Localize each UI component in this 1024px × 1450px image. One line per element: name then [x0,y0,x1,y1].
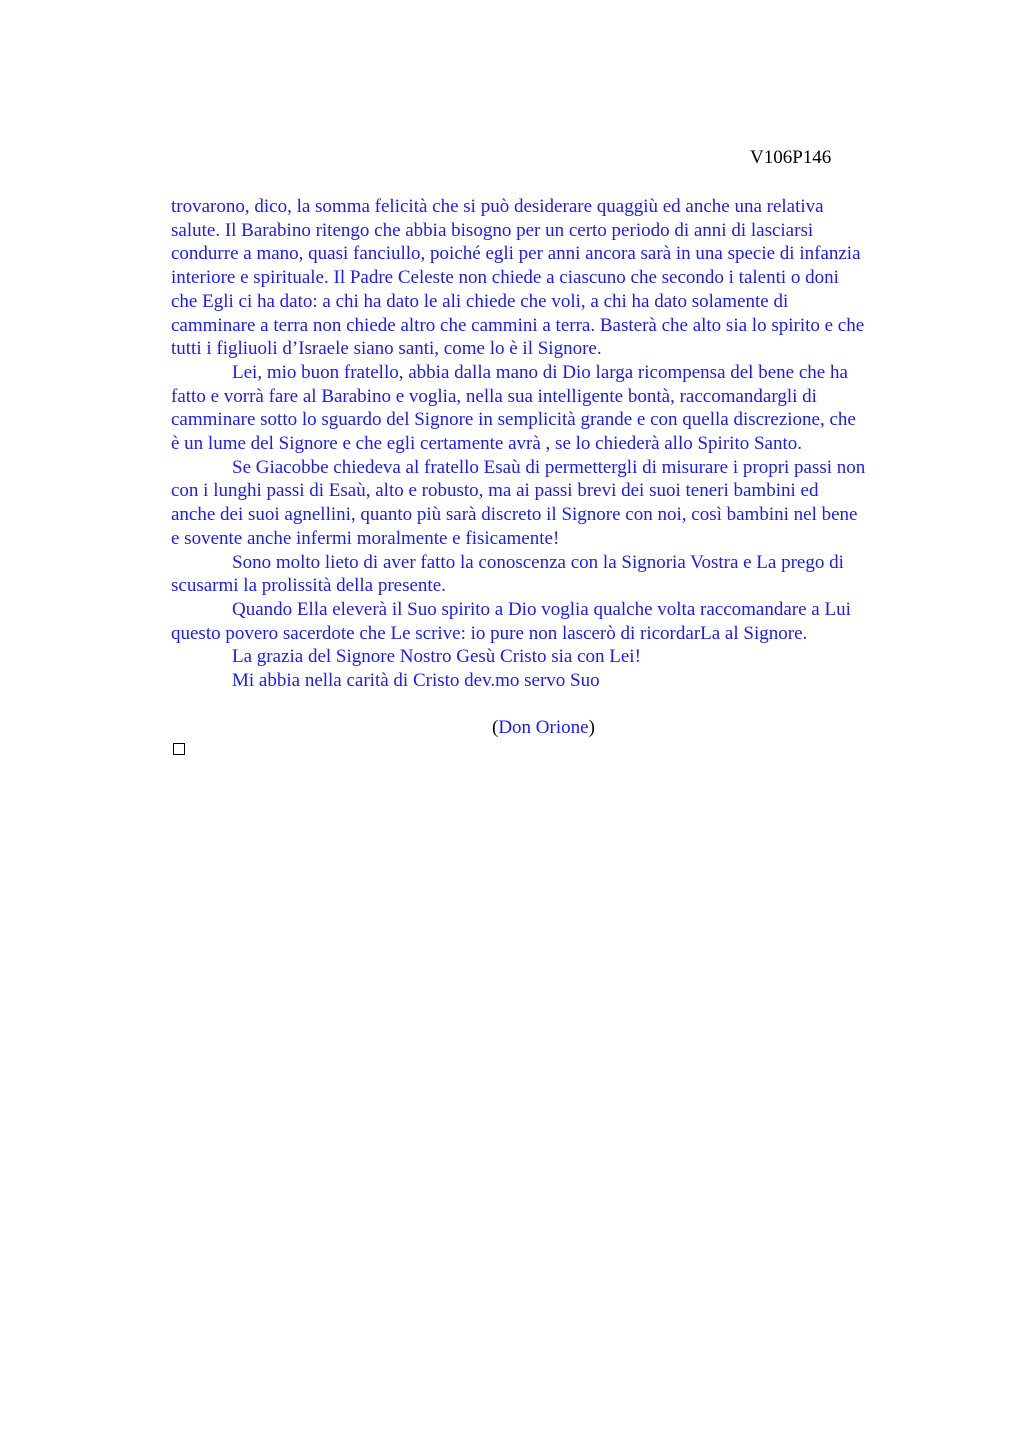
letter-body [171,195,931,693]
letter-line: condurre a mano, quasi fanciullo, poiché egli per anni ancora sarà in una specie di infanzia [171,243,861,265]
page-reference: V106P146 [750,147,832,168]
letter-line: trovarono, dico, la somma felicità che si può desiderare quaggiù ed anche una relativa [171,196,824,217]
letter-line: è un lume del Signore e che egli certamente avrà , se lo chiederà allo Spirito Santo. [171,433,802,455]
letter-line: La grazia del Signore Nostro Gesù Cristo sia con Lei! [232,646,641,668]
letter-line: Se Giacobbe chiedeva al fratello Esaù di permettergli di misurare i propri passi non [232,456,866,478]
letter-line: Quando Ella eleverà il Suo spirito a Dio voglia qualche volta raccomandare a Lui [232,598,851,620]
letter-line: salute. Il Barabino ritengo che abbia bisogno per un certo periodo di anni di lasciarsi [171,219,814,241]
letter-line: e sovente anche infermi moralmente e fisicamente! [171,527,560,549]
letter-line: Mi abbia nella carità di Cristo dev.mo servo Suo [232,670,600,692]
letter-line: interiore e spirituale. Il Padre Celeste non chiede a ciascuno che secondo i talenti o doni [171,267,839,289]
letter-line: con i lunghi passi di Esaù, alto e robusto, ma ai passi brevi dei suoi teneri bambini ed [171,480,819,502]
letter-line: fatto e vorrà fare al Barabino e voglia, nella sua intelligente bontà, raccomandargli di [171,385,817,407]
signature [492,716,595,740]
signature-open-paren: ( [492,717,499,738]
letter-line: che Egli ci ha dato: a chi ha dato le ali chiede che voli, a chi ha dato solamente di [171,290,789,312]
letter-line: Lei, mio buon fratello, abbia dalla mano di Dio larga ricompensa del bene che ha [232,361,848,383]
signature-name: Don Orione [498,717,589,738]
letter-line: anche dei suoi agnellini, quanto più sarà discreto il Signore con noi, così bambini nel bene [171,504,858,526]
letter-line: Sono molto lieto di aver fatto la conoscenza con la Signoria Vostra e La prego di [232,551,844,573]
letter-line: scusarmi la prolissità della presente. [171,575,446,597]
signature-close-paren: ) [588,717,595,738]
letter-line: camminare sotto lo sguardo del Signore in semplicità grande e con quella discrezione, che [171,409,856,431]
letter-line: camminare a terra non chiede altro che cammini a terra. Basterà che alto sia lo spirito e che [171,314,865,336]
letter-line: questo povero sacerdote che Le scrive: io pure non lascerò di ricordarLa al Signore. [171,622,808,644]
letter-line: tutti i figliuoli d’Israele siano santi, come lo è il Signore. [171,338,602,360]
empty-square-icon [173,743,185,755]
